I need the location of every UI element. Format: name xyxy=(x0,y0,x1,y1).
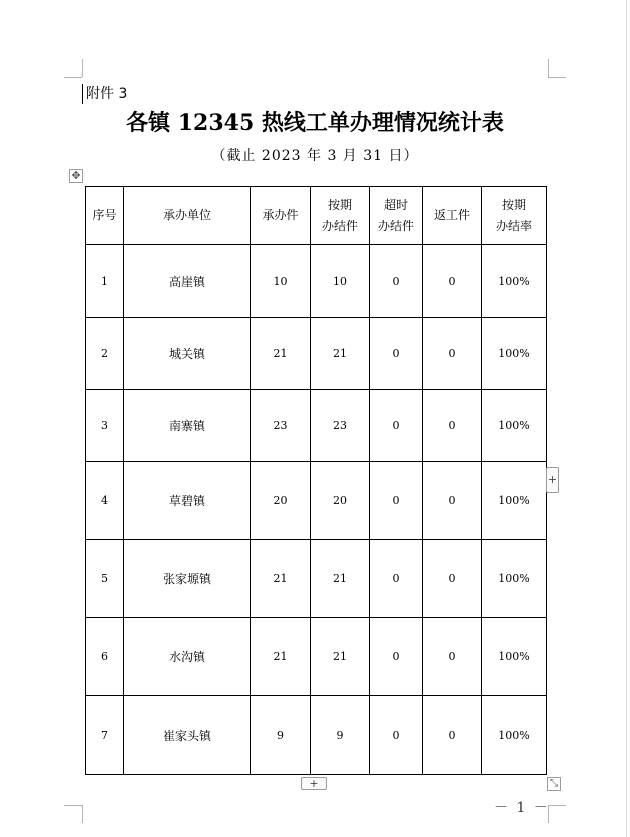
row-number-cell[interactable]: 6 xyxy=(86,618,124,696)
handled-count-cell[interactable]: 20 xyxy=(251,462,311,540)
column-header[interactable] xyxy=(482,187,547,245)
column-header-line: 办结件 xyxy=(377,218,414,233)
rework-count-cell[interactable]: 0 xyxy=(423,696,482,775)
overdue-count-cell[interactable]: 0 xyxy=(370,462,423,540)
column-header-line: 返工件 xyxy=(433,208,470,222)
ontime-count-cell[interactable]: 21 xyxy=(311,540,370,618)
handled-count-cell[interactable]: 21 xyxy=(251,618,311,696)
row-number-cell[interactable]: 4 xyxy=(86,462,124,540)
row-number-cell[interactable]: 5 xyxy=(86,540,124,618)
table-row xyxy=(86,696,547,775)
crop-mark-top-right-v xyxy=(548,59,549,77)
ontime-rate-cell[interactable]: 100% xyxy=(482,245,547,318)
column-header-line: 承办件 xyxy=(262,208,299,222)
add-column-button[interactable] xyxy=(546,467,559,493)
column-header-line: 超时 xyxy=(383,197,408,212)
ontime-rate-cell[interactable]: 100% xyxy=(482,462,547,540)
rework-count-cell[interactable]: 0 xyxy=(423,618,482,696)
column-header-line: 办结率 xyxy=(495,218,532,233)
table-row xyxy=(86,462,547,540)
column-header[interactable] xyxy=(251,187,311,245)
overdue-count-cell[interactable]: 0 xyxy=(370,618,423,696)
rework-count-cell[interactable]: 0 xyxy=(423,462,482,540)
column-header[interactable] xyxy=(124,187,251,245)
ontime-rate-cell[interactable]: 100% xyxy=(482,540,547,618)
crop-mark-top-left-h xyxy=(64,77,82,78)
rework-count-cell[interactable]: 0 xyxy=(423,390,482,462)
crop-mark-bottom-right-h xyxy=(548,805,566,806)
text-cursor xyxy=(82,84,83,104)
table-row xyxy=(86,618,547,696)
table-body xyxy=(86,245,547,775)
overdue-count-cell[interactable]: 0 xyxy=(370,245,423,318)
row-number-cell[interactable]: 3 xyxy=(86,390,124,462)
document-subtitle[interactable]: （截止 2023 年 3 月 31 日） xyxy=(211,148,419,164)
rework-count-cell[interactable]: 0 xyxy=(423,245,482,318)
move-arrows-icon[interactable] xyxy=(69,169,83,183)
column-header-line: 按期 xyxy=(327,197,352,212)
unit-name-cell[interactable]: 张家塬镇 xyxy=(124,540,251,618)
plus-icon: + xyxy=(309,777,319,790)
plus-icon: + xyxy=(547,473,558,486)
unit-name-cell[interactable]: 高崖镇 xyxy=(124,245,251,318)
handled-count-cell[interactable]: 21 xyxy=(251,318,311,390)
handled-count-cell[interactable]: 10 xyxy=(251,245,311,318)
resize-glyph: ⤡ xyxy=(550,778,558,789)
crop-mark-top-right-h xyxy=(548,77,566,78)
table-row xyxy=(86,245,547,318)
statistics-table[interactable] xyxy=(85,186,547,775)
column-header-line: 按期 xyxy=(501,197,526,212)
row-number-cell[interactable]: 2 xyxy=(86,318,124,390)
document-title[interactable]: 各镇 12345 热线工单办理情况统计表 xyxy=(126,110,504,136)
resize-diagonal-icon[interactable] xyxy=(547,777,561,791)
overdue-count-cell[interactable]: 0 xyxy=(370,540,423,618)
ontime-count-cell[interactable]: 9 xyxy=(311,696,370,775)
table-header-row xyxy=(86,187,547,245)
table-row xyxy=(86,390,547,462)
unit-name-cell[interactable]: 水沟镇 xyxy=(124,618,251,696)
column-header[interactable] xyxy=(311,187,370,245)
unit-name-cell[interactable]: 崔家头镇 xyxy=(124,696,251,775)
ontime-count-cell[interactable]: 21 xyxy=(311,318,370,390)
ontime-count-cell[interactable]: 21 xyxy=(311,618,370,696)
move-arrows-glyph: ✥ xyxy=(71,169,81,182)
ontime-rate-cell[interactable]: 100% xyxy=(482,318,547,390)
unit-name-cell[interactable]: 草碧镇 xyxy=(124,462,251,540)
row-number-cell[interactable]: 7 xyxy=(86,696,124,775)
overdue-count-cell[interactable]: 0 xyxy=(370,318,423,390)
ontime-count-cell[interactable]: 20 xyxy=(311,462,370,540)
column-header[interactable] xyxy=(86,187,124,245)
add-row-button[interactable] xyxy=(301,777,327,790)
table-row xyxy=(86,318,547,390)
table-row xyxy=(86,540,547,618)
rework-count-cell[interactable]: 0 xyxy=(423,318,482,390)
column-header-line: 承办单位 xyxy=(162,208,211,222)
column-header-line: 办结件 xyxy=(321,218,358,233)
column-header-line: 序号 xyxy=(92,208,117,222)
ontime-count-cell[interactable]: 10 xyxy=(311,245,370,318)
handled-count-cell[interactable]: 23 xyxy=(251,390,311,462)
overdue-count-cell[interactable]: 0 xyxy=(370,696,423,775)
row-number-cell[interactable]: 1 xyxy=(86,245,124,318)
ontime-count-cell[interactable]: 23 xyxy=(311,390,370,462)
attachment-label[interactable]: 附件 3 xyxy=(86,86,128,102)
overdue-count-cell[interactable]: 0 xyxy=(370,390,423,462)
crop-mark-bottom-left-v xyxy=(82,805,83,823)
page-number: － 1 － xyxy=(494,800,550,816)
column-header[interactable] xyxy=(370,187,423,245)
crop-mark-bottom-left-h xyxy=(64,805,82,806)
crop-mark-top-left-v xyxy=(82,59,83,77)
ontime-rate-cell[interactable]: 100% xyxy=(482,696,547,775)
unit-name-cell[interactable]: 城关镇 xyxy=(124,318,251,390)
column-header[interactable] xyxy=(423,187,482,245)
ontime-rate-cell[interactable]: 100% xyxy=(482,618,547,696)
rework-count-cell[interactable]: 0 xyxy=(423,540,482,618)
ontime-rate-cell[interactable]: 100% xyxy=(482,390,547,462)
unit-name-cell[interactable]: 南寨镇 xyxy=(124,390,251,462)
handled-count-cell[interactable]: 9 xyxy=(251,696,311,775)
handled-count-cell[interactable]: 21 xyxy=(251,540,311,618)
